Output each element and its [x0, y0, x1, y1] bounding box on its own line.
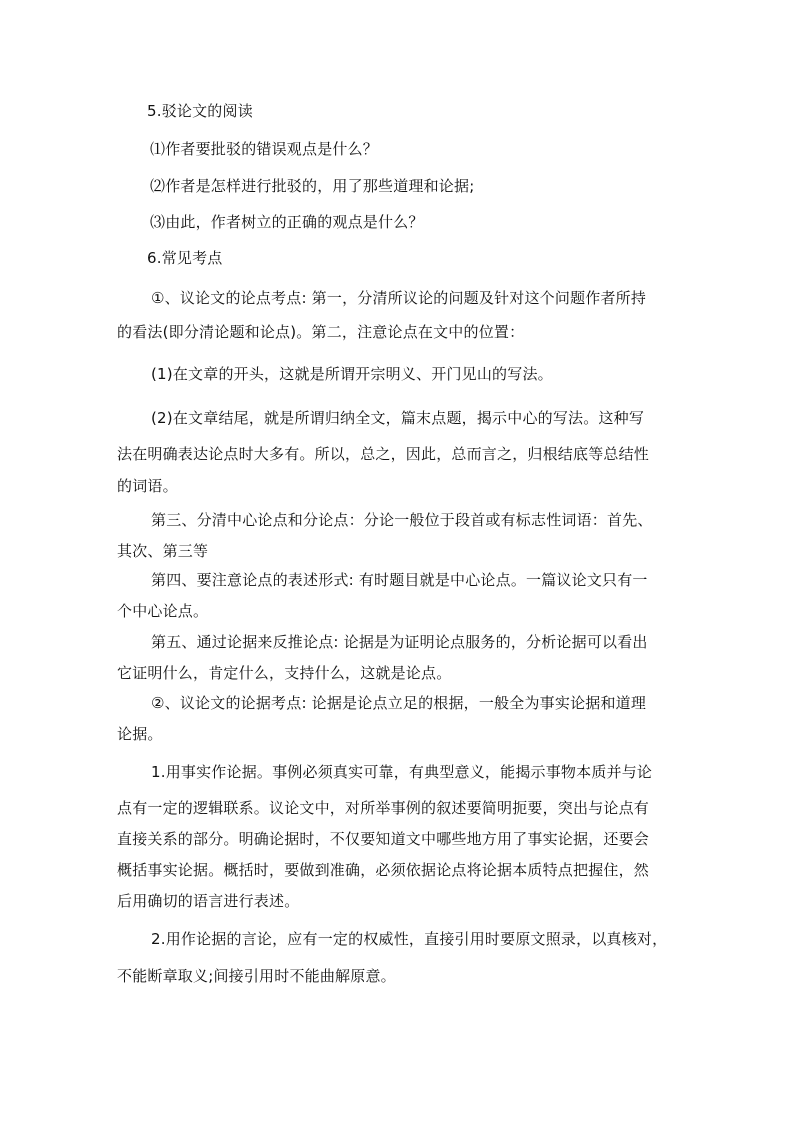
- fact-evidence-line-1: 1.用事实作论据。事例必须真实可靠，有典型意义，能揭示事物本质并与论: [151, 763, 653, 781]
- sub-point-2-line-2: 法在明确表达论点时大多有。所以，总之，因此，总而言之，归根结底等总结性: [117, 445, 650, 463]
- section6-heading: 6.常见考点: [147, 249, 223, 267]
- fact-evidence-line-5: 后用确切的语言进行表述。: [117, 892, 300, 910]
- fact-evidence-line-4: 概括事实论据。概括时，要做到准确，必须依据论点将论据本质特点把握住，然: [117, 861, 650, 879]
- fourth-point-line-2: 个中心论点。: [117, 602, 209, 620]
- sub-point-2-line-3: 的词语。: [117, 477, 178, 495]
- question-1: ⑴作者要批驳的错误观点是什么？: [150, 140, 379, 158]
- quote-evidence-line-2: 不能断章取义;间接引用时不能曲解原意。: [117, 967, 396, 985]
- question-2: ⑵作者是怎样进行批驳的，用了那些道理和论据;: [150, 177, 475, 195]
- section5-heading: 5.驳论文的阅读: [147, 102, 253, 120]
- sub-point-2-line-1: (2)在文章结尾，就是所谓归纳全文，篇末点题，揭示中心的写法。这种写: [151, 409, 645, 427]
- fact-evidence-line-2: 点有一定的逻辑联系。议论文中，对所举事例的叙述要简明扼要，突出与论点有: [117, 799, 650, 817]
- fifth-point-line-1: 第五、通过论据来反推论点: 论据是为证明论点服务的，分析论据可以看出: [151, 633, 648, 651]
- point2-line-1: ②、议论文的论据考点: 论据是论点立足的根据，一般全为事实论据和道理: [151, 694, 647, 712]
- sub-point-1: (1)在文章的开头，这就是所谓开宗明义、开门见山的写法。: [151, 365, 553, 383]
- fact-evidence-line-3: 直接关系的部分。明确论据时，不仅要知道文中哪些地方用了事实论据，还要会: [117, 830, 650, 848]
- fourth-point-line-1: 第四、要注意论点的表述形式: 有时题目就是中心论点。一篇议论文只有一: [151, 571, 648, 589]
- point2-line-2: 论据。: [117, 725, 163, 743]
- point1-line-1: ①、议论文的论点考点: 第一，分清所议论的问题及针对这个问题作者所持: [151, 289, 647, 307]
- quote-evidence-line-1: 2.用作论据的言论，应有一定的权威性，直接引用时要原文照录，以真核对，: [151, 930, 668, 948]
- third-point-line-1: 第三、分清中心论点和分论点：分论一般位于段首或有标志性词语：首先、: [151, 511, 653, 529]
- third-point-line-2: 其次、第三等: [117, 542, 209, 560]
- question-3: ⑶由此，作者树立的正确的观点是什么？: [150, 213, 424, 231]
- fifth-point-line-2: 它证明什么，肯定什么，支持什么，这就是论点。: [117, 664, 452, 682]
- point1-line-2: 的看法(即分清论题和论点)。第二，注意论点在文中的位置：: [117, 323, 525, 341]
